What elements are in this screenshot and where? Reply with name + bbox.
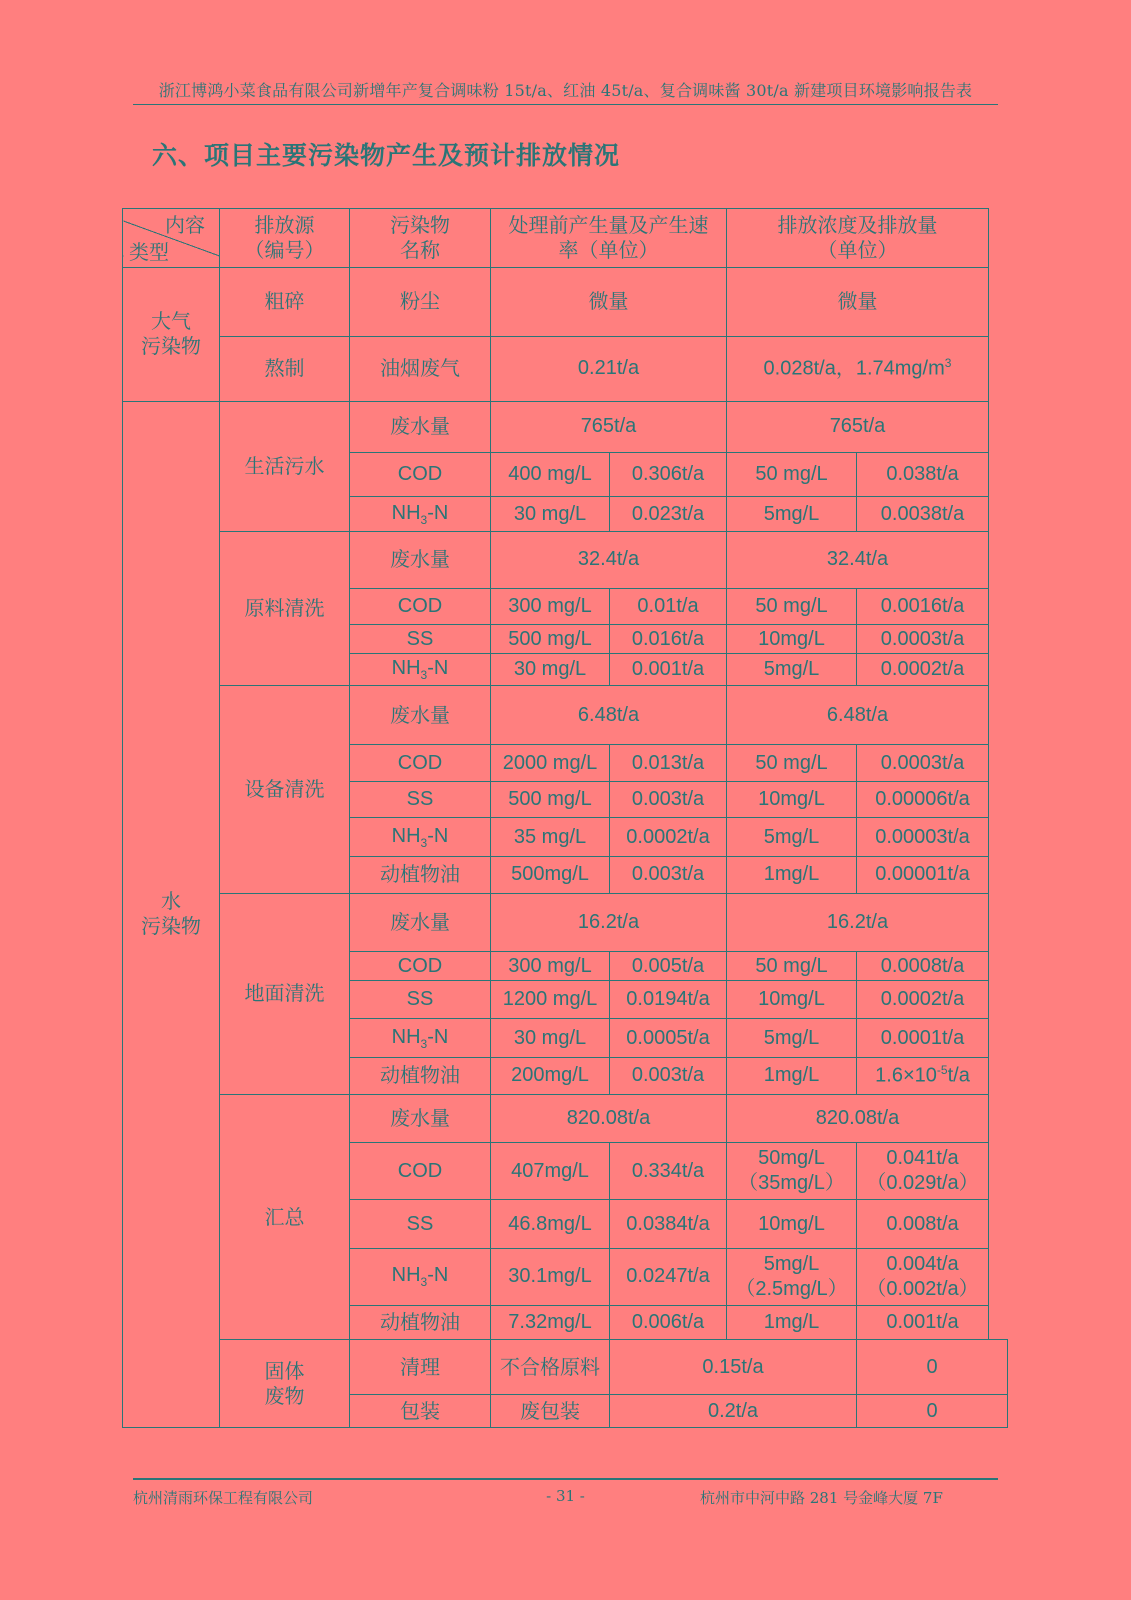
table-row: COD 2000 mg/L 0.013t/a 50 mg/L 0.0003t/a — [123, 745, 1008, 782]
after-cell: 765t/a — [727, 401, 989, 452]
pollutant-table — [122, 208, 1008, 1428]
before-treatment-header: 处理前产生量及产生速 率（单位） — [491, 209, 727, 268]
table-row: 动植物油 7.32mg/L 0.006t/a 1mg/L 0.001t/a — [123, 1305, 1008, 1340]
source-cell: 汇总 — [220, 1094, 350, 1340]
table-row: $NH_3-N$ 35 mg/L 0.0002t/a 5mg/L 0.00003t/a — [123, 818, 1008, 857]
table-row: 汇总 废水量 820.08t/a 820.08t/a — [123, 1094, 1008, 1143]
table-row: COD 407mg/L 0.334t/a 50mg/L （35mg/L） 0.041t/a （0.029t/a） — [123, 1143, 1008, 1200]
table-row: $NH_3-N$ 30 mg/L 0.0005t/a 5mg/L 0.0001t/a — [123, 1019, 1008, 1058]
before-cell: 微量 — [491, 267, 727, 336]
table-row: 动植物油 500mg/L 0.003t/a 1mg/L 0.00001t/a — [123, 856, 1008, 893]
table-row: $NH_3-N$ 30 mg/L 0.001t/a 5mg/L 0.0002t/a — [123, 653, 1008, 686]
type-air: 大气 污染物 — [123, 267, 220, 401]
source-cell: 粗碎 — [220, 267, 350, 336]
table-row: $NH_3-N$ 30 mg/L 0.023t/a 5mg/L 0.0038t/a — [123, 497, 1008, 532]
after-cell: 微量 — [727, 267, 989, 336]
before-cell: 0.21t/a — [491, 336, 727, 401]
pollutant-cell: 废水量 — [350, 401, 491, 452]
table-row — [123, 267, 1008, 336]
corner-type-label: 类型 — [129, 239, 169, 264]
page-number: - 31 - — [546, 1487, 585, 1505]
source-cell: 熬制 — [220, 336, 350, 401]
table-row: 固体 废物 清理 不合格原料 0.15t/a 0 — [123, 1340, 1008, 1395]
header-divider — [133, 104, 998, 105]
footer-address: 杭州市中河中路 281 号金峰大厦 7F — [700, 1489, 943, 1507]
pollutant-cell: 油烟废气 — [350, 336, 491, 401]
table-header-row — [123, 209, 1008, 268]
footer-divider — [133, 1478, 998, 1480]
table-row — [123, 336, 1008, 401]
type-water: 水 污染物 — [123, 401, 220, 1427]
pollutant-cell: 粉尘 — [350, 267, 491, 336]
table-row: 动植物油 200mg/L 0.003t/a 1mg/L $1.6\times 10^{-5}t/a$ — [123, 1058, 1008, 1095]
source-header: 排放源 （编号） — [220, 209, 350, 268]
table-row: SS 1200 mg/L 0.0194t/a 10mg/L 0.0002t/a — [123, 980, 1008, 1019]
source-cell: 原料清洗 — [220, 531, 350, 685]
source-cell: 生活污水 — [220, 401, 350, 531]
corner-content-label: 内容 — [165, 213, 205, 237]
emission-header: 排放浓度及排放量 （单位） — [727, 209, 989, 268]
table-row: SS 500 mg/L 0.003t/a 10mg/L 0.00006t/a — [123, 781, 1008, 818]
source-cell: 地面清洗 — [220, 893, 350, 1094]
table-row: COD 300 mg/L 0.01t/a 50 mg/L 0.0016t/a — [123, 588, 1008, 625]
report-header: 浙江博鸿小菜食品有限公司新增年产复合调味粉 15t/a、红油 45t/a、复合调味酱 30t/a 新建项目环境影响报告表 — [158, 81, 973, 100]
table-row: COD 400 mg/L 0.306t/a 50 mg/L 0.038t/a — [123, 452, 1008, 497]
table-row: 设备清洗 废水量 6.48t/a 6.48t/a — [123, 686, 1008, 745]
after-cell: 0.028t/a，$1.74mg/m^3$ — [727, 336, 989, 401]
table-row: 地面清洗 废水量 16.2t/a 16.2t/a — [123, 893, 1008, 952]
table-row: SS 46.8mg/L 0.0384t/a 10mg/L 0.008t/a — [123, 1200, 1008, 1249]
section-title: 六、项目主要污染物产生及预计排放情况 — [152, 141, 621, 170]
table-row: SS 500 mg/L 0.016t/a 10mg/L 0.0003t/a — [123, 625, 1008, 653]
pollutant-header: 污染物 名称 — [350, 209, 491, 268]
table-row: 包装 废包装 0.2t/a 0 — [123, 1395, 1008, 1428]
table-row — [123, 401, 1008, 452]
table-row: COD 300 mg/L 0.005t/a 50 mg/L 0.0008t/a — [123, 952, 1008, 980]
source-cell: 设备清洗 — [220, 686, 350, 893]
footer-company: 杭州清雨环保工程有限公司 — [133, 1489, 314, 1507]
type-solid: 固体 废物 — [220, 1340, 350, 1428]
corner-header-cell — [123, 209, 220, 268]
before-cell: 765t/a — [491, 401, 727, 452]
table-row: $NH_3-N$ 30.1mg/L 0.0247t/a 5mg/L （2.5mg/L） 0.004t/a （0.002t/a） — [123, 1249, 1008, 1306]
table-row: 原料清洗 废水量 32.4t/a 32.4t/a — [123, 531, 1008, 588]
